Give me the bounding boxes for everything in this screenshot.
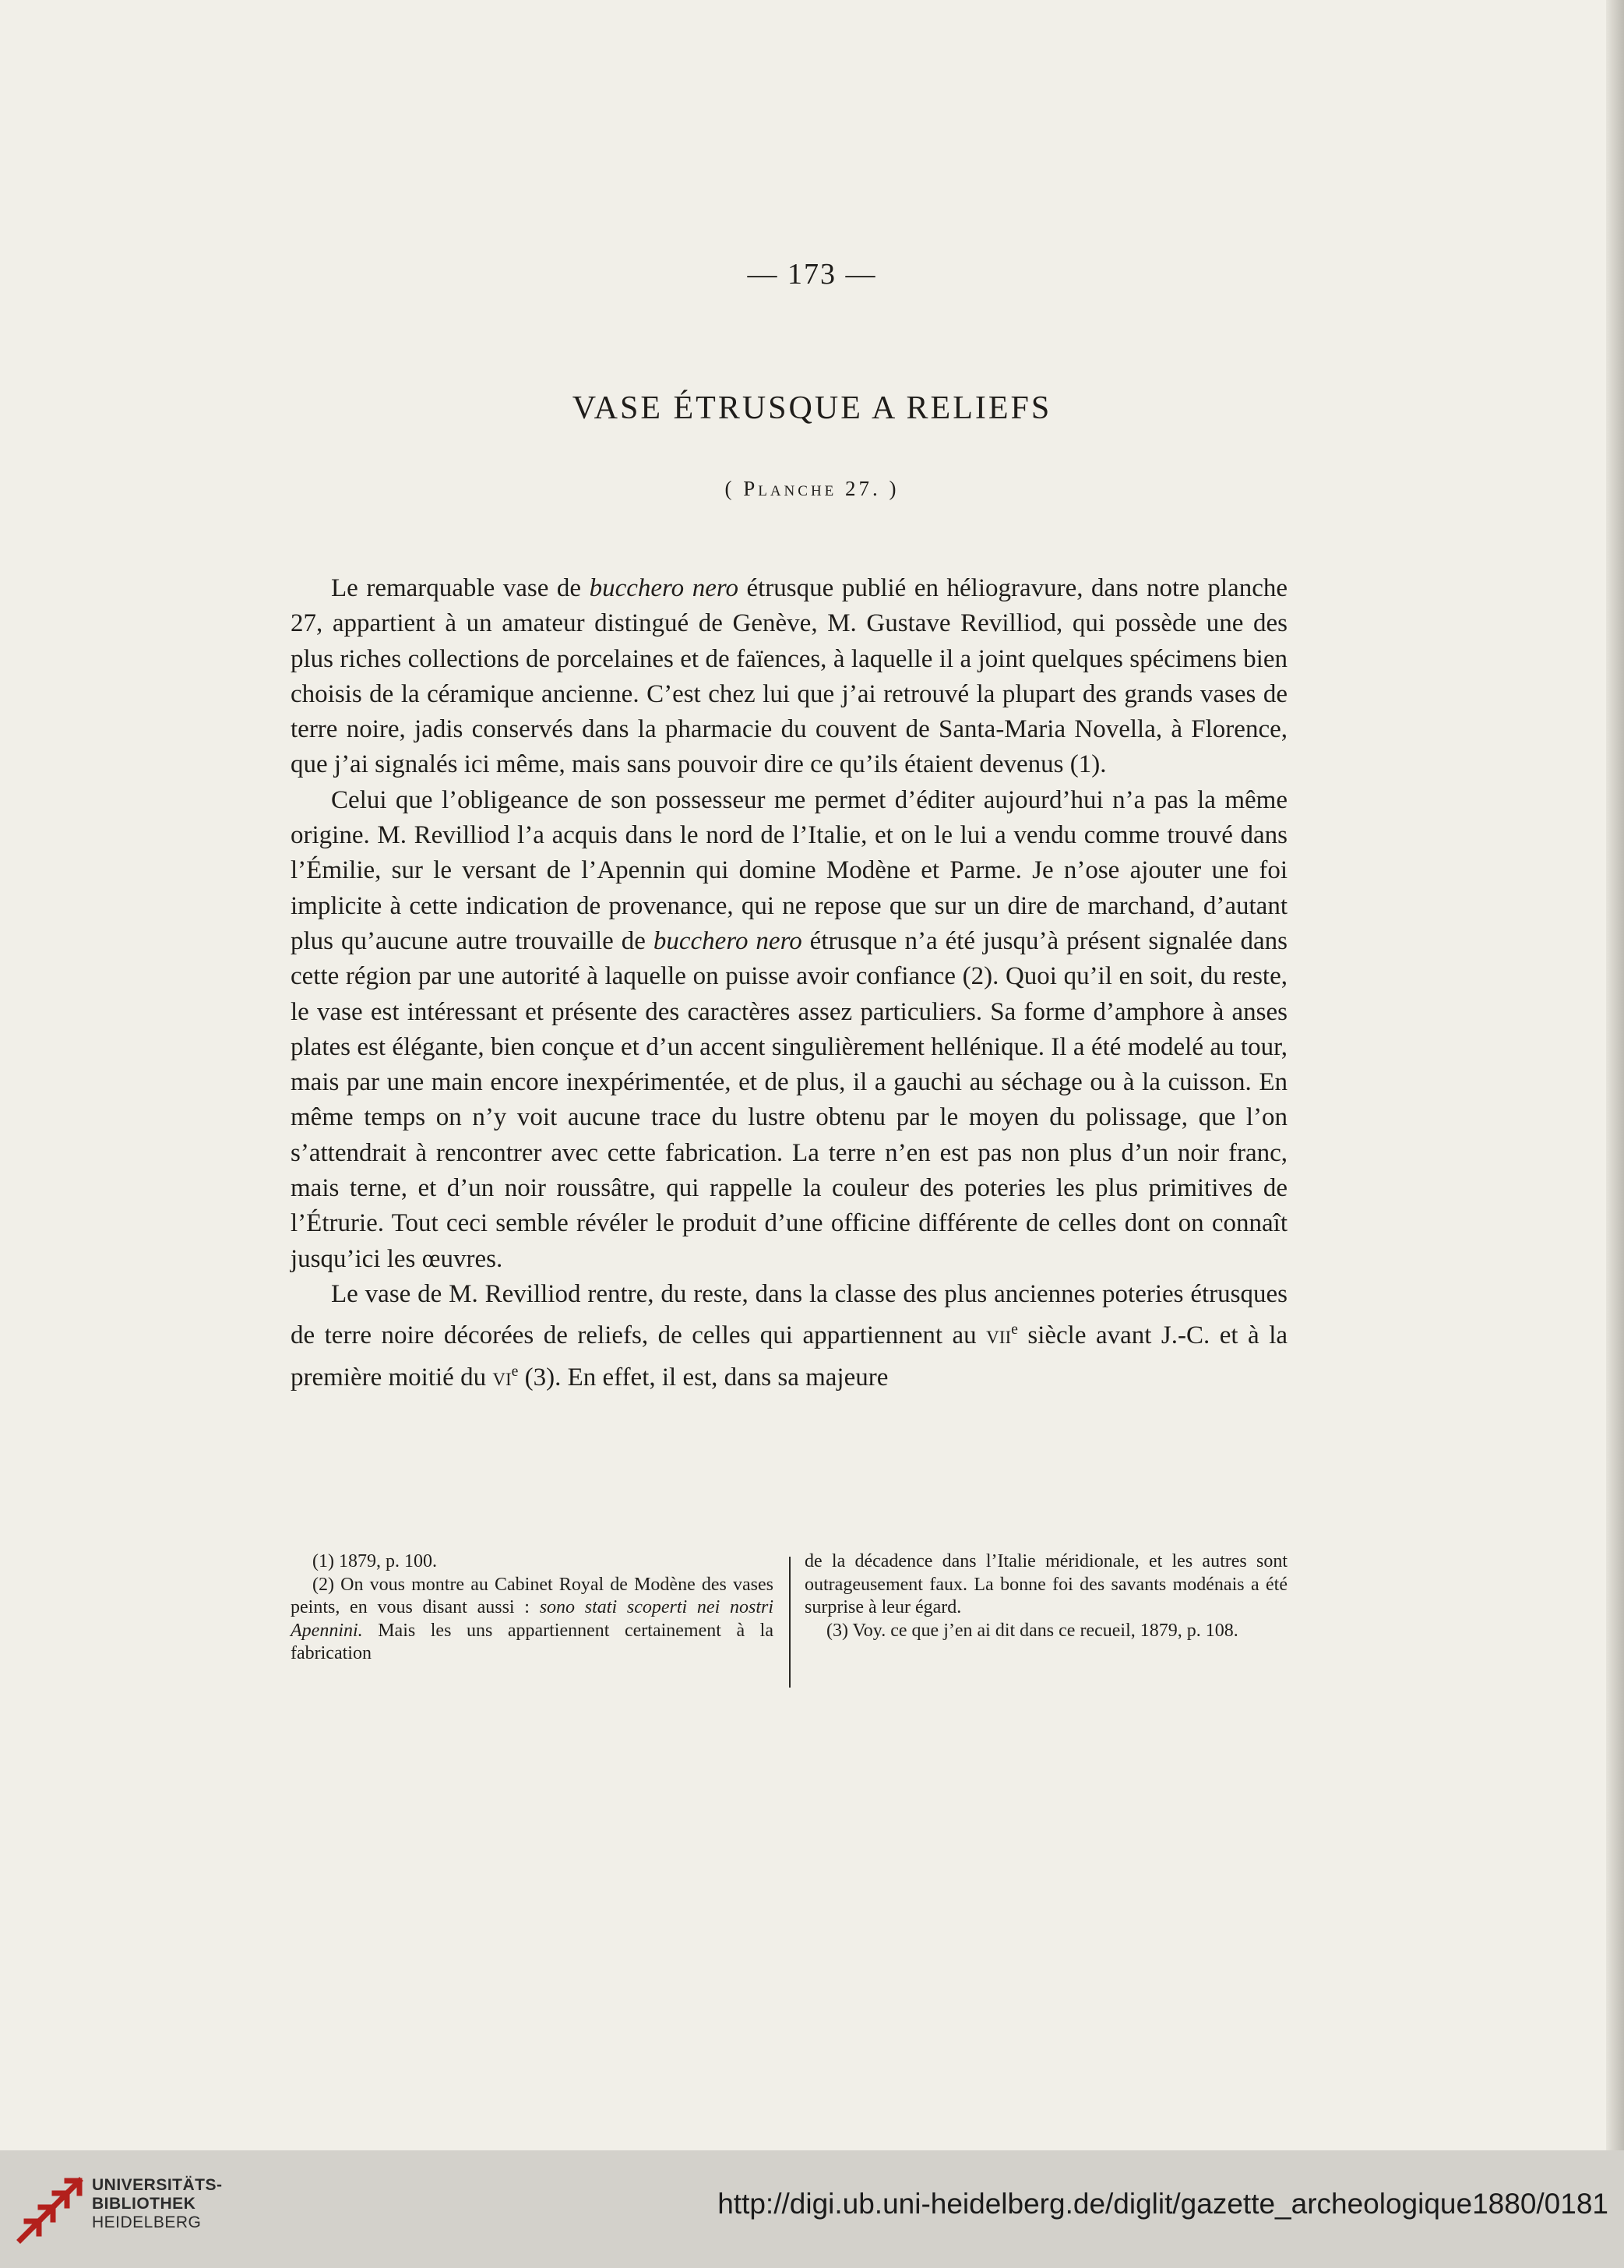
roman-numeral: vii xyxy=(986,1321,1012,1350)
text-run: Celui que l’obligeance de son possesseur me permet d’éditer aujourd’hui n’a pas la même origine. M. Revilliod l’a acquis dans le nord de l’Italie, et on le lui a vendu comme trouvé dans l’Émilie, sur le versant de l’Apennin qui domine Modène et Parme. Je n’ose ajouter une foi implicite à cette indication de provenance, qui ne repose que sur un dire de marchand, d’autant plus qu’aucune autre trouvaille de xyxy=(291,785,1288,955)
page-number: — 173 — xyxy=(747,258,877,291)
footnote-continuation xyxy=(805,1550,1288,1620)
library-name-line: HEIDELBERG xyxy=(92,2213,202,2231)
superscript: e xyxy=(1011,1321,1018,1339)
library-arrows-logo-icon xyxy=(16,2168,84,2246)
footnote xyxy=(805,1620,1288,1643)
library-name-line: UNIVERSITÄTS- xyxy=(92,2176,223,2194)
roman-numeral: vi xyxy=(492,1363,512,1391)
footnote xyxy=(291,1574,773,1666)
article-body xyxy=(291,571,1288,1395)
text-run: (1) 1879, p. 100. xyxy=(312,1551,437,1571)
plate-reference: ( Planche 27. ) xyxy=(724,477,900,500)
superscript: e xyxy=(511,1362,519,1380)
page-edge xyxy=(1606,0,1624,2150)
source-url[interactable]: http://digi.ub.uni-heidelberg.de/diglit/gazette_archeologique1880/0181 xyxy=(717,2188,1608,2220)
text-run: étrusque publié en héliogravure, dans notre planche 27, appartient à un amateur distingué de Genève, M. Gustave Revilliod, qui possède une des plus riches collections de porcelaines et de faïences, à laquelle il a joint quelques spécimens bien choisis de la céramique ancienne. C’est chez lui que j’ai retrouvé la plupart des grands vases de terre noire, jadis conservés dans la pharmacie du couvent de Santa-Maria Novella, à Florence, que j’ai signalés ici même, mais sans pouvoir dire ce qu’ils étaient devenus (1). xyxy=(291,574,1288,779)
column-divider xyxy=(789,1557,791,1688)
text-run: de la décadence dans l’Italie méridionale, et les autres sont outrageusement faux. La bonne foi des savants modénais a été surprise à leur égard. xyxy=(805,1551,1288,1617)
footnotes-right-column xyxy=(805,1550,1288,1642)
text-run: (2) On vous montre au Cabinet Royal de Modène des vases peints, en vous disant aussi : xyxy=(291,1574,773,1617)
italic-text: bucchero nero xyxy=(589,574,738,602)
text-run: Le vase de M. Revilliod rentre, du reste, dans la classe des plus anciennes poteries étrusques de terre noire décorées de reliefs, de celles qui appartiennent au xyxy=(291,1279,1288,1350)
footnotes-left-column xyxy=(291,1550,773,1666)
text-run: Mais les uns appartiennent certainement à la fabrication xyxy=(291,1620,773,1663)
text-run: (3) Voy. ce que j’en ai dit dans ce recueil, 1879, p. 108. xyxy=(826,1620,1238,1641)
italic-text: sono stati scoperti nei nostri Apennini. xyxy=(291,1597,773,1641)
footnote xyxy=(291,1550,773,1574)
text-run: siècle avant J.-C. et à la première moitié du xyxy=(291,1321,1288,1391)
paragraph xyxy=(291,783,1288,1277)
text-run: Le remarquable vase de xyxy=(331,574,590,602)
library-name xyxy=(92,2176,223,2232)
library-name-line: BIBLIOTHEK xyxy=(92,2195,196,2213)
paragraph xyxy=(291,571,1288,783)
footnotes xyxy=(291,1550,1288,1691)
italic-text: bucchero nero xyxy=(653,926,802,955)
text-run: étrusque n’a été jusqu’à présent signalée dans cette région par une autorité à laquelle on puisse avoir confiance (2). Quoi qu’il en soit, du reste, le vase est intéressant et présente des caractères assez particuliers. Sa forme d’amphore à anses plates est élégante, bien conçue et d’un accent singulièrement hellénique. Il a été modelé au tour, mais par une main encore inexpérimentée, et de plus, il a gauchi au séchage ou à la cuisson. En même temps on n’y voit aucune trace du lustre obtenu par le moyen du polissage, que l’on s’attendrait à rencontrer avec cette fabrication. La terre n’en est pas non plus d’un noir franc, mais terne, et d’un noir roussâtre, qui rappelle la couleur des poteries les plus primitives de l’Étrurie. Tout ceci semble révéler le produit d’une officine différente de celles dont on connaît jusqu’ici les œuvres. xyxy=(291,926,1288,1273)
article-title: VASE ÉTRUSQUE A RELIEFS xyxy=(572,390,1052,426)
paragraph xyxy=(291,1277,1288,1395)
text-run: (3). En effet, il est, dans sa majeure xyxy=(518,1363,889,1391)
